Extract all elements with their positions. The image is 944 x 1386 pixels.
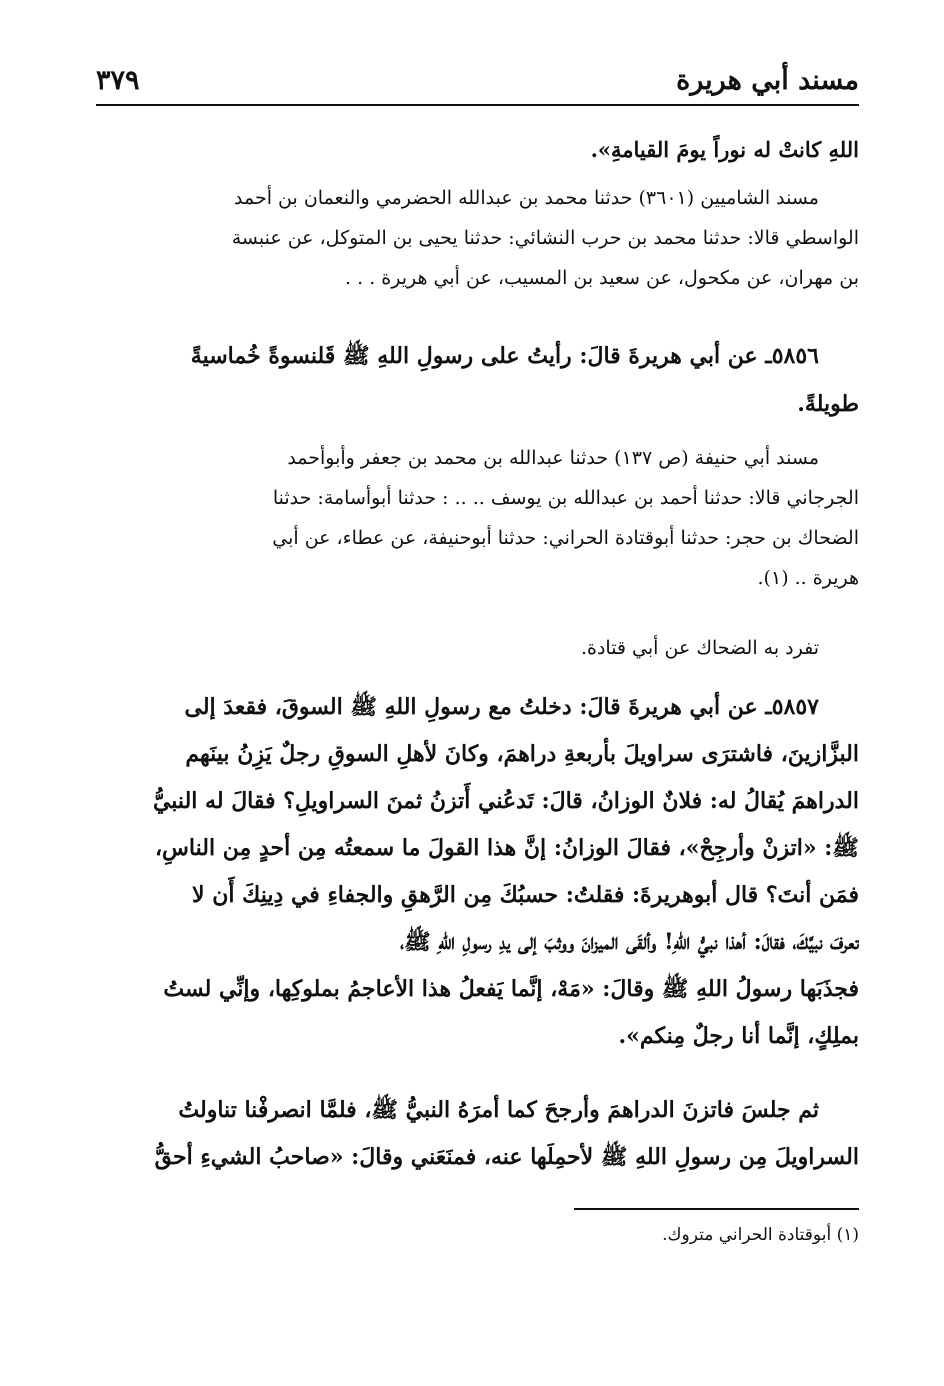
grading-note: [96, 628, 859, 668]
running-title: مسند أبي هريرة: [676, 65, 859, 96]
hadith-5856: [96, 332, 859, 428]
hadith-ending: [96, 128, 859, 172]
text-line: السراويلَ مِن رسولِ اللهِ ﷺ لأحمِلَها عنه، فمنَعَني وقالَ: «صاحبُ الشيءِ أحقُّ: [154, 1144, 859, 1170]
footnote-separator: [574, 1208, 859, 1210]
text-line: ﷺ: «اتزنْ وأرجِحْ»، فقالَ الوزانُ: إنَّ هذا القولَ ما سمعتُه مِن أحدٍ مِن الناسِ،: [154, 835, 859, 861]
text-line: بملِكٍ، إنَّما أنا رجلٌ مِنكم».: [618, 1023, 859, 1049]
page-number: ٣٧٩: [96, 65, 140, 96]
hadith-5857: [96, 684, 859, 1060]
text-line: تفرد به الضحاك عن أبي قتادة.: [580, 637, 819, 659]
text-line: طويلةً.: [797, 391, 859, 417]
text-line: مسند الشاميين (٣٦٠١) حدثنا محمد بن عبدالله الحضرمي والنعمان بن أحمد: [234, 187, 819, 209]
text-line: تعرفَ نبيَّكَ، فقالَ: أهذا نبيُّ اللهِ! وألقَى الميزانَ ووثبَ إلى يدِ رسولِ اللهِ ﷺ،: [399, 929, 859, 955]
text-line: البزَّازينَ، فاشترَى سراويلَ بأربعةِ دراهمَ، وكانَ لأهلِ السوقِ رجلٌ يَزِنُ بينَهم: [185, 741, 859, 767]
isnad-chain-2: [96, 438, 859, 598]
text-line: الواسطي قالا: حدثنا محمد بن حرب النشائي: حدثنا يحيى بن المتوكل، عن عنبسة: [231, 227, 859, 249]
hadith-continuation: [96, 1087, 859, 1181]
text-line: الدراهمَ يُقالُ له: فلانٌ الوزانُ، قالَ: تَدعُني أَتزنُ ثمنَ السراويلِ؟ فقالَ له النبيُّ: [152, 788, 859, 814]
text-line: ثم جلسَ فاتزنَ الدراهمَ وأرجحَ كما أمرَهُ النبيُّ ﷺ، فلمَّا انصرفْنا تناولتُ: [178, 1097, 819, 1123]
text-line: اللهِ كانتْ له نوراً يومَ القيامةِ».: [590, 137, 859, 162]
text-line: ٥٨٥٦ـ عن أبي هريرةَ قالَ: رأيتُ على رسولِ اللهِ ﷺ قَلنسوةً خُماسيةً: [190, 343, 819, 369]
text-line: فجذَبَها رسولُ اللهِ ﷺ وقالَ: «مَهْ، إنَّما يَفعلُ هذا الأعاجمُ بملوكِها، وإنِّي لستُ: [163, 976, 859, 1002]
footnote-line: (١) أبوقتادة الحراني متروك.: [662, 1225, 859, 1245]
text-line: هريرة .. (١).: [757, 567, 859, 589]
text-line: مسند أبي حنيفة (ص ١٣٧) حدثنا عبدالله بن محمد بن جعفر وأبوأحمد: [287, 447, 819, 469]
page-header: [96, 58, 859, 106]
isnad-chain-1: [96, 178, 859, 298]
text-line: الجرجاني قالا: حدثنا أحمد بن عبدالله بن يوسف .. .. : حدثنا أبوأسامة: حدثنا: [272, 487, 859, 509]
footnote: [96, 1218, 859, 1252]
text-line: الضحاك بن حجر: حدثنا أبوقتادة الحراني: حدثنا أبوحنيفة، عن عطاء، عن أبي: [272, 527, 859, 549]
text-line: فمَن أنتَ؟ قال أبوهريرةَ: فقلتُ: حسبُكَ مِن الرَّهقِ والجفاءِ في دِينِكَ أَن لا: [192, 882, 859, 908]
text-line: ٥٨٥٧ـ عن أبي هريرةَ قالَ: دخلتُ مع رسولِ اللهِ ﷺ السوقَ، فقعدَ إلى: [184, 694, 819, 720]
text-line: بن مهران، عن مكحول، عن سعيد بن المسيب، عن أبي هريرة . . .: [345, 267, 859, 289]
